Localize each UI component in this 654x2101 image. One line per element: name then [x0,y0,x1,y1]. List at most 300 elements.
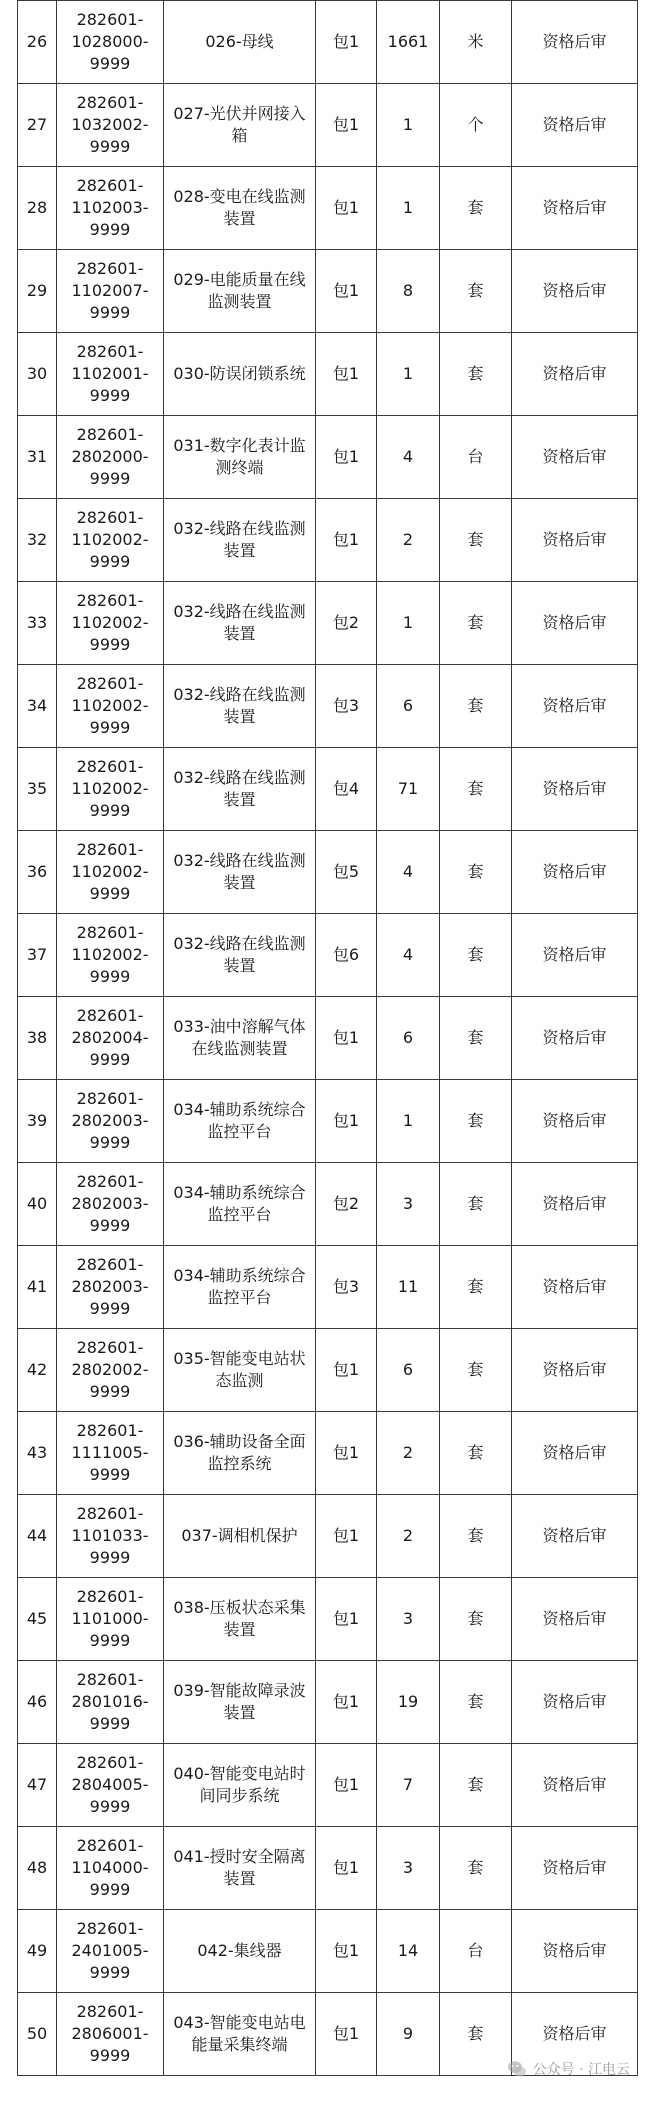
material-code-line: 9999 [89,635,131,654]
material-code-line: 282601- [76,1006,144,1025]
material-code-line: 1102007- [71,281,149,300]
material-code-line: 9999 [89,967,131,986]
review-method-cell: 资格后审 [512,1,638,84]
row-number: 40 [18,1163,57,1246]
material-code-line: 2802000- [71,447,149,466]
package-cell: 包1 [316,1744,377,1827]
material-code-line: 1032002- [71,115,149,134]
row-number: 46 [18,1661,57,1744]
item-name-line: 029-电能质量在线 [173,270,306,289]
row-number: 39 [18,1080,57,1163]
material-code-line: 1102002- [71,779,149,798]
procurement-table [17,0,638,2076]
material-code-line: 9999 [89,220,131,239]
row-number: 42 [18,1329,57,1412]
table-row [18,914,638,997]
item-name-cell [164,1993,316,2076]
item-name-line: 箱 [231,126,248,145]
item-name-cell [164,997,316,1080]
table-row [18,831,638,914]
quantity-cell: 71 [377,748,440,831]
item-name-line: 装置 [223,209,256,228]
item-name-cell [164,1910,316,1993]
review-method-cell: 资格后审 [512,748,638,831]
review-method-cell: 资格后审 [512,914,638,997]
item-name-line: 监控系统 [207,1454,272,1473]
material-code-cell [57,167,164,250]
package-cell: 包1 [316,250,377,333]
unit-cell: 套 [440,1744,512,1827]
quantity-cell: 2 [377,1412,440,1495]
item-name-line: 装置 [223,1620,256,1639]
material-code-line: 2802003- [71,1194,149,1213]
material-code-line: 282601- [76,674,144,693]
quantity-cell: 8 [377,250,440,333]
unit-cell: 米 [440,1,512,84]
item-name-line: 040-智能变电站时 [173,1764,306,1783]
unit-cell: 套 [440,499,512,582]
item-name-cell [164,748,316,831]
item-name-line: 043-智能变电站电 [173,2013,306,2032]
material-code-line: 9999 [89,1714,131,1733]
table-row [18,250,638,333]
material-code-line: 1102001- [71,364,149,383]
quantity-cell: 4 [377,416,440,499]
unit-cell: 套 [440,1578,512,1661]
table-row [18,333,638,416]
material-code-line: 282601- [76,1587,144,1606]
unit-cell: 套 [440,1412,512,1495]
material-code-cell [57,748,164,831]
review-method-cell: 资格后审 [512,167,638,250]
table-row [18,416,638,499]
item-name-line: 装置 [223,790,256,809]
item-name-line: 装置 [223,624,256,643]
item-name-line: 034-辅助系统综合 [173,1100,306,1119]
row-number: 27 [18,84,57,167]
item-name-line: 026-母线 [205,32,274,51]
material-code-line: 282601- [76,1421,144,1440]
material-code-line: 282601- [76,10,144,29]
table-row [18,1412,638,1495]
quantity-cell: 1 [377,84,440,167]
package-cell: 包1 [316,1827,377,1910]
package-cell: 包5 [316,831,377,914]
material-code-line: 1102002- [71,613,149,632]
item-name-cell [164,1495,316,1578]
item-name-line: 039-智能故障录波 [173,1681,306,1700]
material-code-line: 2806001- [71,2024,149,2043]
item-name-cell [164,416,316,499]
package-cell: 包1 [316,1993,377,2076]
material-code-line: 1101000- [71,1609,149,1628]
material-code-cell [57,831,164,914]
review-method-cell: 资格后审 [512,1578,638,1661]
item-name-cell [164,1827,316,1910]
item-name-line: 装置 [223,1869,256,1888]
material-code-cell [57,1744,164,1827]
quantity-cell: 9 [377,1993,440,2076]
material-code-line: 9999 [89,718,131,737]
item-name-line: 037-调相机保护 [181,1526,298,1545]
material-code-line: 1028000- [71,32,149,51]
item-name-cell [164,1412,316,1495]
material-code-line: 282601- [76,840,144,859]
material-code-line: 9999 [89,1216,131,1235]
material-code-line: 9999 [89,2046,131,2065]
item-name-line: 装置 [223,1703,256,1722]
quantity-cell: 3 [377,1827,440,1910]
watermark-text: 公众号 · 江电云 [532,2062,630,2078]
package-cell: 包3 [316,665,377,748]
material-code-line: 2401005- [71,1941,149,1960]
row-number: 36 [18,831,57,914]
material-code-line: 282601- [76,259,144,278]
row-number: 34 [18,665,57,748]
material-code-line: 9999 [89,1963,131,1982]
row-number: 50 [18,1993,57,2076]
item-name-cell [164,333,316,416]
table-row [18,1,638,84]
quantity-cell: 3 [377,1578,440,1661]
material-code-cell [57,333,164,416]
row-number: 45 [18,1578,57,1661]
material-code-line: 9999 [89,54,131,73]
table-row [18,1827,638,1910]
material-code-cell [57,1246,164,1329]
item-name-line: 间同步系统 [199,1786,280,1805]
quantity-cell: 2 [377,1495,440,1578]
material-code-line: 2802002- [71,1360,149,1379]
material-code-line: 282601- [76,508,144,527]
item-name-cell [164,914,316,997]
review-method-cell: 资格后审 [512,1495,638,1578]
table-row [18,499,638,582]
material-code-cell [57,1827,164,1910]
item-name-line: 034-辅助系统综合 [173,1183,306,1202]
unit-cell: 台 [440,1910,512,1993]
unit-cell: 套 [440,997,512,1080]
material-code-line: 1102003- [71,198,149,217]
item-name-cell [164,1246,316,1329]
material-code-cell [57,84,164,167]
item-name-line: 036-辅助设备全面 [173,1432,306,1451]
table-body [18,1,638,2076]
unit-cell: 套 [440,1329,512,1412]
material-code-line: 282601- [76,591,144,610]
material-code-line: 282601- [76,1919,144,1938]
quantity-cell: 1 [377,333,440,416]
item-name-line: 035-智能变电站状 [173,1349,306,1368]
table-row [18,1744,638,1827]
unit-cell: 套 [440,914,512,997]
material-code-line: 9999 [89,303,131,322]
unit-cell: 套 [440,748,512,831]
quantity-cell: 3 [377,1163,440,1246]
item-name-line: 监控平台 [207,1205,272,1224]
review-method-cell: 资格后审 [512,1246,638,1329]
review-method-cell: 资格后审 [512,1661,638,1744]
item-name-line: 032-线路在线监测 [173,519,306,538]
review-method-cell: 资格后审 [512,1993,638,2076]
unit-cell: 套 [440,1163,512,1246]
package-cell: 包1 [316,499,377,582]
item-name-cell [164,167,316,250]
quantity-cell: 1 [377,167,440,250]
watermark [507,2059,630,2079]
material-code-line: 1102002- [71,862,149,881]
item-name-line: 态监测 [215,1371,264,1390]
package-cell: 包1 [316,1329,377,1412]
material-code-line: 2804005- [71,1775,149,1794]
material-code-cell [57,1495,164,1578]
material-code-line: 1102002- [71,945,149,964]
material-code-line: 282601- [76,1504,144,1523]
item-name-cell [164,665,316,748]
quantity-cell: 19 [377,1661,440,1744]
quantity-cell: 4 [377,914,440,997]
unit-cell: 套 [440,582,512,665]
material-code-line: 282601- [76,757,144,776]
quantity-cell: 1 [377,1080,440,1163]
unit-cell: 台 [440,416,512,499]
unit-cell: 套 [440,1661,512,1744]
item-name-line: 装置 [223,956,256,975]
item-name-cell [164,1744,316,1827]
item-name-cell [164,1163,316,1246]
item-name-cell [164,1329,316,1412]
material-code-line: 1104000- [71,1858,149,1877]
material-code-line: 9999 [89,1050,131,1069]
package-cell: 包2 [316,582,377,665]
review-method-cell: 资格后审 [512,1744,638,1827]
table-row [18,997,638,1080]
material-code-cell [57,1993,164,2076]
item-name-line: 装置 [223,707,256,726]
package-cell: 包1 [316,1578,377,1661]
item-name-line: 在线监测装置 [191,1039,288,1058]
material-code-line: 282601- [76,1670,144,1689]
material-code-line: 9999 [89,1880,131,1899]
item-name-cell [164,499,316,582]
review-method-cell: 资格后审 [512,84,638,167]
row-number: 43 [18,1412,57,1495]
unit-cell: 套 [440,250,512,333]
item-name-line: 030-防误闭锁系统 [173,364,306,383]
review-method-cell: 资格后审 [512,1910,638,1993]
review-method-cell: 资格后审 [512,416,638,499]
item-name-line: 装置 [223,873,256,892]
material-code-cell [57,499,164,582]
review-method-cell: 资格后审 [512,250,638,333]
row-number: 47 [18,1744,57,1827]
package-cell: 包1 [316,1412,377,1495]
unit-cell: 套 [440,665,512,748]
row-number: 38 [18,997,57,1080]
material-code-line: 282601- [76,1089,144,1108]
item-name-line: 监测装置 [207,292,272,311]
item-name-line: 042-集线器 [197,1941,282,1960]
row-number: 29 [18,250,57,333]
row-number: 31 [18,416,57,499]
item-name-line: 测终端 [215,458,264,477]
material-code-cell [57,1329,164,1412]
package-cell: 包1 [316,84,377,167]
unit-cell: 套 [440,1827,512,1910]
quantity-cell: 11 [377,1246,440,1329]
unit-cell: 套 [440,1495,512,1578]
package-cell: 包1 [316,416,377,499]
table-row [18,84,638,167]
material-code-line: 282601- [76,2002,144,2021]
material-code-cell [57,1578,164,1661]
table-row [18,1495,638,1578]
unit-cell: 套 [440,1246,512,1329]
material-code-line: 9999 [89,1465,131,1484]
row-number: 28 [18,167,57,250]
quantity-cell: 2 [377,499,440,582]
material-code-cell [57,1661,164,1744]
material-code-cell [57,914,164,997]
material-code-line: 282601- [76,425,144,444]
package-cell: 包3 [316,1246,377,1329]
unit-cell: 套 [440,1993,512,2076]
package-cell: 包1 [316,1080,377,1163]
material-code-cell [57,1080,164,1163]
material-code-cell [57,582,164,665]
material-code-cell [57,1163,164,1246]
material-code-line: 2802004- [71,1028,149,1047]
item-name-line: 041-授时安全隔离 [173,1847,306,1866]
table-row [18,1329,638,1412]
review-method-cell: 资格后审 [512,665,638,748]
item-name-line: 038-压板状态采集 [173,1598,306,1617]
row-number: 44 [18,1495,57,1578]
package-cell: 包1 [316,997,377,1080]
material-code-line: 282601- [76,1338,144,1357]
review-method-cell: 资格后审 [512,831,638,914]
material-code-line: 9999 [89,884,131,903]
quantity-cell: 6 [377,665,440,748]
material-code-line: 282601- [76,342,144,361]
item-name-line: 028-变电在线监测 [173,187,306,206]
unit-cell: 套 [440,831,512,914]
item-name-line: 能量采集终端 [191,2035,288,2054]
material-code-cell [57,416,164,499]
item-name-line: 032-线路在线监测 [173,685,306,704]
package-cell: 包1 [316,1910,377,1993]
package-cell: 包1 [316,1,377,84]
row-number: 49 [18,1910,57,1993]
item-name-cell [164,582,316,665]
item-name-line: 032-线路在线监测 [173,768,306,787]
quantity-cell: 14 [377,1910,440,1993]
row-number: 32 [18,499,57,582]
unit-cell: 个 [440,84,512,167]
material-code-cell [57,665,164,748]
package-cell: 包1 [316,1661,377,1744]
material-code-cell [57,250,164,333]
review-method-cell: 资格后审 [512,997,638,1080]
row-number: 26 [18,1,57,84]
item-name-line: 监控平台 [207,1122,272,1141]
quantity-cell: 1 [377,582,440,665]
material-code-line: 9999 [89,801,131,820]
item-name-line: 032-线路在线监测 [173,602,306,621]
material-code-line: 1102002- [71,530,149,549]
item-name-line: 027-光伏并网接入 [173,104,306,123]
quantity-cell: 6 [377,997,440,1080]
material-code-line: 282601- [76,923,144,942]
table-row [18,1080,638,1163]
row-number: 48 [18,1827,57,1910]
material-code-cell [57,1412,164,1495]
material-code-line: 2802003- [71,1277,149,1296]
table-row [18,748,638,831]
package-cell: 包6 [316,914,377,997]
item-name-cell [164,1080,316,1163]
table-row [18,167,638,250]
item-name-line: 监控平台 [207,1288,272,1307]
material-code-line: 9999 [89,552,131,571]
material-code-cell [57,1910,164,1993]
review-method-cell: 资格后审 [512,1163,638,1246]
review-method-cell: 资格后审 [512,333,638,416]
row-number: 30 [18,333,57,416]
table-row [18,1910,638,1993]
material-code-line: 9999 [89,1382,131,1401]
material-code-line: 1101033- [71,1526,149,1545]
quantity-cell: 6 [377,1329,440,1412]
row-number: 33 [18,582,57,665]
material-code-cell [57,1,164,84]
item-name-line: 装置 [223,541,256,560]
material-code-line: 9999 [89,1548,131,1567]
item-name-cell [164,84,316,167]
row-number: 41 [18,1246,57,1329]
quantity-cell: 7 [377,1744,440,1827]
table-row [18,1246,638,1329]
item-name-line: 034-辅助系统综合 [173,1266,306,1285]
material-code-line: 282601- [76,93,144,112]
material-code-line: 1102002- [71,696,149,715]
review-method-cell: 资格后审 [512,499,638,582]
review-method-cell: 资格后审 [512,1080,638,1163]
unit-cell: 套 [440,167,512,250]
package-cell: 包1 [316,167,377,250]
material-code-line: 282601- [76,1836,144,1855]
material-code-line: 1111005- [71,1443,149,1462]
material-code-line: 9999 [89,386,131,405]
review-method-cell: 资格后审 [512,1329,638,1412]
item-name-line: 031-数字化表计监 [173,436,306,455]
material-code-line: 2801016- [71,1692,149,1711]
material-code-line: 9999 [89,1299,131,1318]
unit-cell: 套 [440,333,512,416]
item-name-cell [164,1661,316,1744]
material-code-cell [57,997,164,1080]
row-number: 37 [18,914,57,997]
item-name-cell [164,831,316,914]
package-cell: 包2 [316,1163,377,1246]
material-code-line: 9999 [89,1133,131,1152]
material-code-line: 9999 [89,1631,131,1650]
material-code-line: 2802003- [71,1111,149,1130]
item-name-cell [164,1,316,84]
item-name-cell [164,1578,316,1661]
material-code-line: 282601- [76,176,144,195]
review-method-cell: 资格后审 [512,1827,638,1910]
